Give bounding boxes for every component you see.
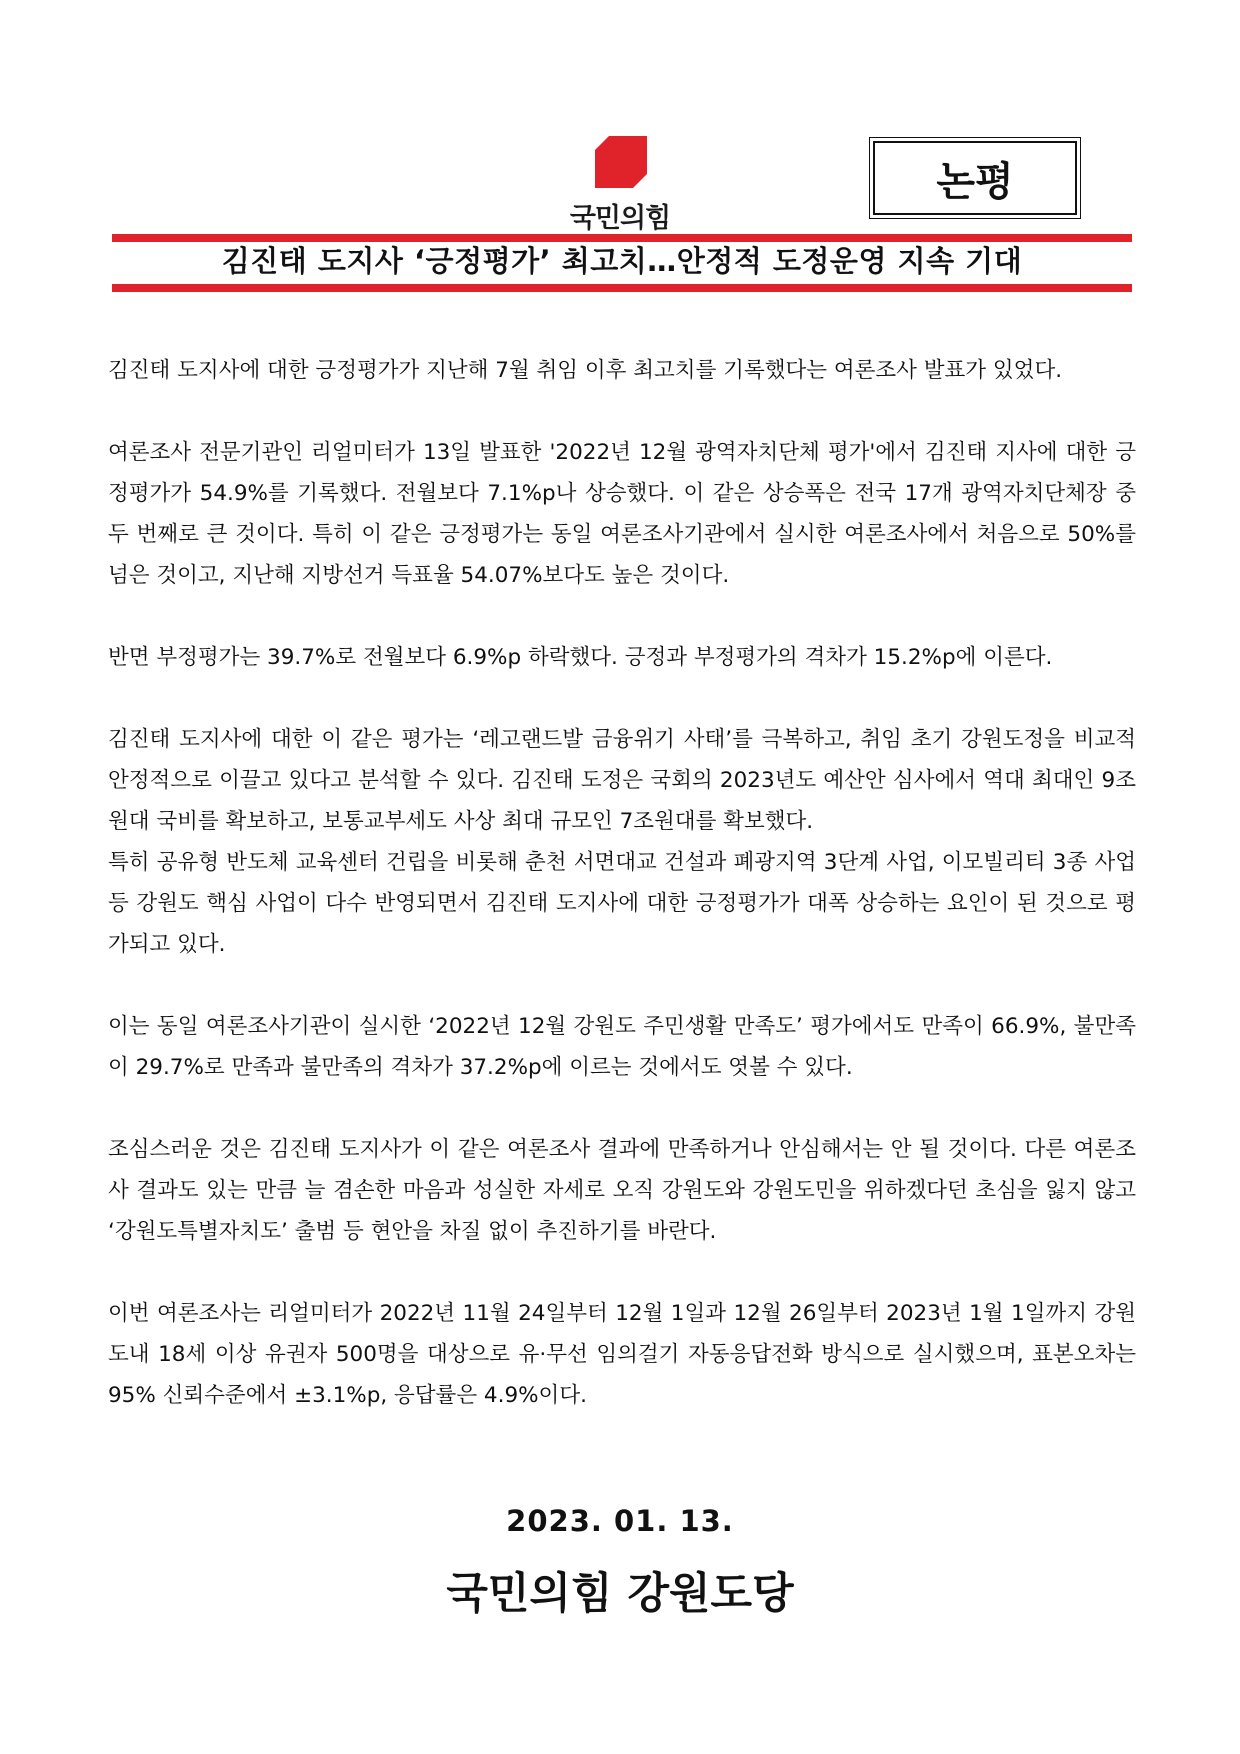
paragraph: 특히 공유형 반도체 교육센터 건립을 비롯해 춘천 서면대교 건설과 폐광지역 3단계 사업, 이모빌리티 3종 사업 등 강원도 핵심 사업이 다수 반영되면서 김진태 도지사에 대한 긍정평가가 대폭 상승하는 요인이 된 것으로 평가되고 있다. <box>108 850 1136 957</box>
party-logo-mark-icon <box>595 136 647 188</box>
issuing-organization: 국민의힘 강원도당 <box>446 1569 794 1619</box>
paragraph: 김진태 도지사에 대한 긍정평가가 지난해 7월 취임 이후 최고치를 기록했다는 여론조사 발표가 있었다. <box>108 358 1063 383</box>
party-logo <box>555 136 685 236</box>
paragraph: 김진태 도지사에 대한 이 같은 평가는 ‘레고랜드발 금융위기 사태’를 극복하고, 취임 초기 강원도정을 비교적 안정적으로 이끌고 있다고 분석할 수 있다. 김진태 도정은 국회의 2023년도 예산안 심사에서 역대 최대인 9조원대 국비를 확보하고, 보통교부세도 사상 최대 규모인 7조원대를 확보했다. <box>108 727 1136 834</box>
headline-top-rule <box>112 234 1132 242</box>
release-date: 2023. 01. 13. <box>506 1504 734 1538</box>
headline: 김진태 도지사 ‘긍정평가’ 최고치…안정적 도정운영 지속 기대 <box>221 244 1023 278</box>
paragraph: 이번 여론조사는 리얼미터가 2022년 11월 24일부터 12월 1일과 12월 26일부터 2023년 1월 1일까지 강원도내 18세 이상 유권자 500명을 대상으로 유·무선 임의걸기 자동응답전화 방식으로 실시했으며, 표본오차는 95% 신뢰수준에서 ±3.1%p, 응답률은 4.9%이다. <box>108 1301 1136 1408</box>
paragraph: 여론조사 전문기관인 리얼미터가 13일 발표한 '2022년 12월 광역자치단체 평가'에서 김진태 지사에 대한 긍정평가가 54.9%를 기록했다. 전월보다 7.1%p나 상승했다. 이 같은 상승폭은 전국 17개 광역자치단체장 중 두 번째로 큰 것이다. 특히 이 같은 긍정평가는 동일 여론조사기관에서 실시한 여론조사에서 처음으로 50%를 넘은 것이고, 지난해 지방선거 득표율 54.07%보다도 높은 것이다. <box>108 440 1136 588</box>
headline-bottom-rule <box>112 284 1132 292</box>
paragraph: 이는 동일 여론조사기관이 실시한 ‘2022년 12월 강원도 주민생활 만족도’ 평가에서도 만족이 66.9%, 불만족이 29.7%로 만족과 불만족의 격차가 37.2%p에 이르는 것에서도 엿볼 수 있다. <box>108 1014 1136 1080</box>
article-body <box>108 350 1136 1457</box>
paragraph: 조심스러운 것은 김진태 도지사가 이 같은 여론조사 결과에 만족하거나 안심해서는 안 될 것이다. 다른 여론조사 결과도 있는 만큼 늘 겸손한 마음과 성실한 자세로 오직 강원도와 강원도민을 위하겠다던 초심을 잃지 않고 ‘강원도특별자치도’ 출범 등 현안을 차질 없이 추진하기를 바란다. <box>108 1137 1136 1244</box>
paragraph: 반면 부정평가는 39.7%로 전월보다 6.9%p 하락했다. 긍정과 부정평가의 격차가 15.2%p에 이른다. <box>108 645 1053 670</box>
document-type-box: 논평 <box>873 141 1077 215</box>
party-logo-text: 국민의힘 <box>569 203 671 234</box>
